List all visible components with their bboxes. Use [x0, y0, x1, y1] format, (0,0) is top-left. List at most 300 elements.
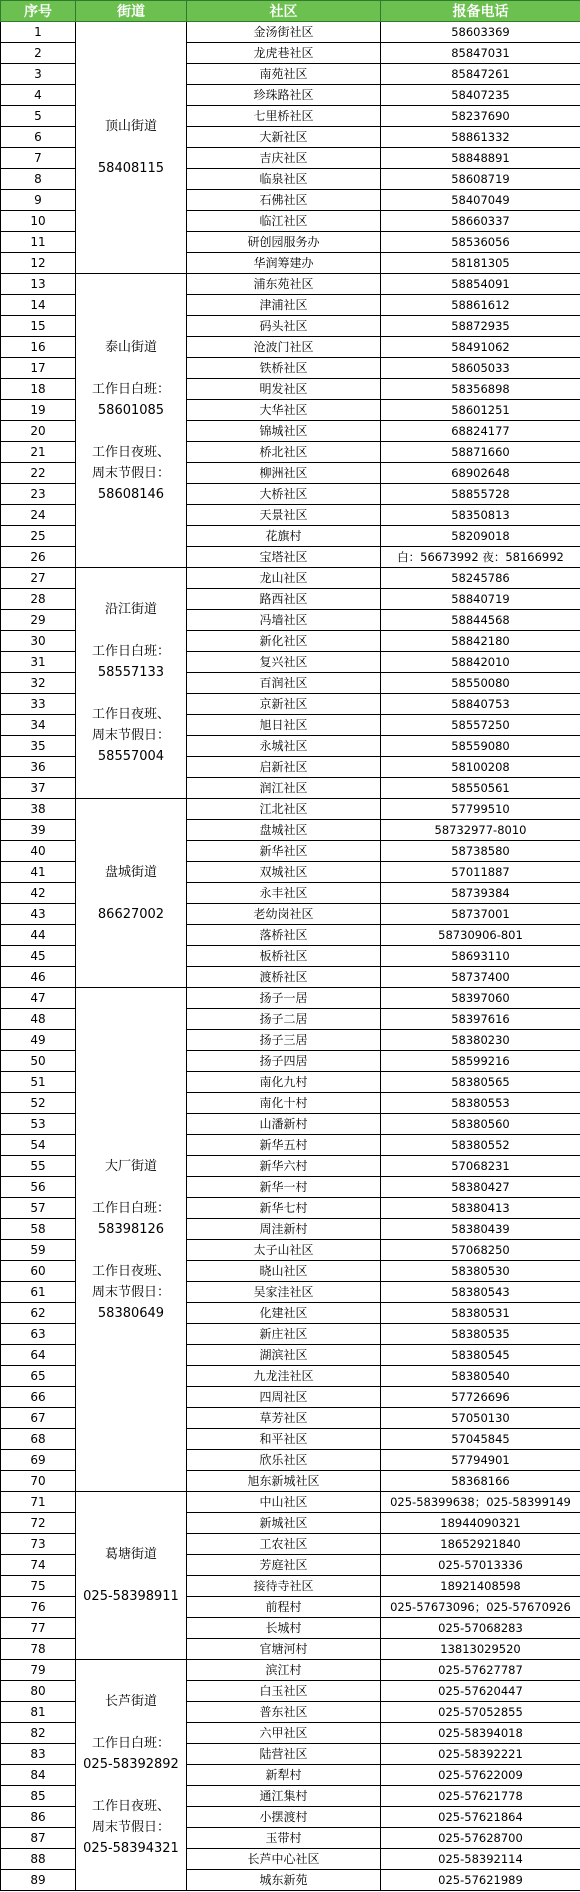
row-index: 29 [1, 610, 76, 631]
row-index: 55 [1, 1156, 76, 1177]
report-phone: 57045845 [381, 1429, 580, 1450]
report-phone: 58407235 [381, 85, 580, 106]
community-name: 山潘新村 [187, 1114, 381, 1135]
report-phone: 57068250 [381, 1240, 580, 1261]
community-name: 京新社区 [187, 694, 381, 715]
community-name: 化建社区 [187, 1303, 381, 1324]
row-index: 13 [1, 274, 76, 295]
community-name: 扬子二居 [187, 1009, 381, 1030]
report-phone: 85847031 [381, 43, 580, 64]
report-phone: 58181305 [381, 253, 580, 274]
row-index: 81 [1, 1702, 76, 1723]
community-name: 新庄社区 [187, 1324, 381, 1345]
report-phone: 57050130 [381, 1408, 580, 1429]
community-name: 老幼岗社区 [187, 904, 381, 925]
report-phone: 025-57621778 [381, 1786, 580, 1807]
community-name: 吉庆社区 [187, 148, 381, 169]
street-hotline-text: 工作日夜班、 [91, 707, 170, 722]
row-index: 35 [1, 736, 76, 757]
report-phone: 58380230 [381, 1030, 580, 1051]
community-name: 太子山社区 [187, 1240, 381, 1261]
row-index: 56 [1, 1177, 76, 1198]
table-row [1, 22, 580, 43]
report-phone: 58380565 [381, 1072, 580, 1093]
row-index: 80 [1, 1681, 76, 1702]
community-name: 白玉社区 [187, 1681, 381, 1702]
street-name: 长芦街道 [104, 1694, 157, 1709]
street-cell [76, 22, 187, 274]
report-phone: 58861612 [381, 295, 580, 316]
report-phone: 58350813 [381, 505, 580, 526]
community-name: 新城社区 [187, 1513, 381, 1534]
street-name: 顶山街道 [104, 119, 157, 134]
report-phone: 58397060 [381, 988, 580, 1009]
row-index: 17 [1, 358, 76, 379]
row-index: 49 [1, 1030, 76, 1051]
report-phone: 13813029520 [381, 1639, 580, 1660]
community-name: 陆营社区 [187, 1744, 381, 1765]
row-index: 70 [1, 1471, 76, 1492]
street-hotline-text: 工作日白班： [91, 644, 170, 659]
community-name: 永丰社区 [187, 883, 381, 904]
report-phone: 58380531 [381, 1303, 580, 1324]
report-phone: 58380439 [381, 1219, 580, 1240]
report-phone: 白：56673992 夜：58166992 [381, 547, 580, 568]
report-phone: 58605033 [381, 358, 580, 379]
report-phone: 58842180 [381, 631, 580, 652]
row-index: 33 [1, 694, 76, 715]
community-name: 锦城社区 [187, 421, 381, 442]
row-index: 30 [1, 631, 76, 652]
community-name: 扬子四居 [187, 1051, 381, 1072]
row-index: 16 [1, 337, 76, 358]
street-hotline-text: 工作日夜班、 [91, 444, 170, 460]
report-phone: 58536056 [381, 232, 580, 253]
community-name: 百润社区 [187, 673, 381, 694]
street-hotline-text: 86627002 [97, 906, 165, 922]
street-hotline-text: 周末节假日： [91, 728, 170, 743]
row-index: 3 [1, 64, 76, 85]
community-name: 通江集村 [187, 1786, 381, 1807]
row-index: 82 [1, 1723, 76, 1744]
row-index: 32 [1, 673, 76, 694]
row-index: 43 [1, 904, 76, 925]
table-row [1, 274, 580, 295]
row-index: 22 [1, 463, 76, 484]
report-phone: 58380545 [381, 1345, 580, 1366]
community-name: 中山社区 [187, 1492, 381, 1513]
report-phone: 58550080 [381, 673, 580, 694]
row-index: 58 [1, 1219, 76, 1240]
community-name: 铁桥社区 [187, 358, 381, 379]
street-hotline-text: 工作日白班： [91, 381, 170, 397]
community-name: 永城社区 [187, 736, 381, 757]
report-phone: 58380553 [381, 1093, 580, 1114]
row-index: 67 [1, 1408, 76, 1429]
community-name: 新犁村 [187, 1765, 381, 1786]
community-name: 花旗村 [187, 526, 381, 547]
community-name: 江北社区 [187, 799, 381, 820]
community-name: 复兴社区 [187, 652, 381, 673]
report-phone: 58491062 [381, 337, 580, 358]
community-name: 晓山社区 [187, 1261, 381, 1282]
report-phone: 025-58392114 [381, 1849, 580, 1870]
report-phone: 58380543 [381, 1282, 580, 1303]
community-name: 双城社区 [187, 862, 381, 883]
community-name: 珍珠路社区 [187, 85, 381, 106]
street-cell [76, 1660, 187, 1891]
community-name: 新华五村 [187, 1135, 381, 1156]
community-name: 明发社区 [187, 379, 381, 400]
header-street: 街道 [76, 1, 187, 22]
report-phone: 58693110 [381, 946, 580, 967]
row-index: 54 [1, 1135, 76, 1156]
row-index: 74 [1, 1555, 76, 1576]
community-name: 接待寺社区 [187, 1576, 381, 1597]
row-index: 39 [1, 820, 76, 841]
community-name: 旭日社区 [187, 715, 381, 736]
report-phone: 58603369 [381, 22, 580, 43]
row-index: 47 [1, 988, 76, 1009]
community-name: 四周社区 [187, 1387, 381, 1408]
street-cell [76, 1492, 187, 1660]
row-index: 65 [1, 1366, 76, 1387]
report-phone: 58844568 [381, 610, 580, 631]
community-name: 扬子三居 [187, 1030, 381, 1051]
report-phone: 58737400 [381, 967, 580, 988]
report-phone: 025-57620447 [381, 1681, 580, 1702]
community-name: 南苑社区 [187, 64, 381, 85]
street-hotline-text: 周末节假日： [91, 465, 170, 481]
report-phone: 58840719 [381, 589, 580, 610]
report-phone: 18921408598 [381, 1576, 580, 1597]
report-phone: 025-57052855 [381, 1702, 580, 1723]
row-index: 5 [1, 106, 76, 127]
report-phone: 58380535 [381, 1324, 580, 1345]
street-hotline-text: 58408115 [97, 161, 165, 176]
report-phone: 58380427 [381, 1177, 580, 1198]
report-phone: 58871660 [381, 442, 580, 463]
row-index: 85 [1, 1786, 76, 1807]
row-index: 53 [1, 1114, 76, 1135]
row-index: 7 [1, 148, 76, 169]
street-hotline-text: 025-58394321 [83, 1841, 179, 1856]
community-name: 码头社区 [187, 316, 381, 337]
community-name: 新华一村 [187, 1177, 381, 1198]
street-hotline-text: 58557133 [97, 665, 165, 680]
report-phone: 58599216 [381, 1051, 580, 1072]
row-index: 25 [1, 526, 76, 547]
report-phone: 58737001 [381, 904, 580, 925]
community-name: 南化九村 [187, 1072, 381, 1093]
street-name: 葛塘街道 [104, 1547, 157, 1562]
row-index: 38 [1, 799, 76, 820]
community-name: 南化十村 [187, 1093, 381, 1114]
report-phone: 58380540 [381, 1366, 580, 1387]
street-hotline-text: 58557004 [97, 749, 165, 764]
street-name: 大厂街道 [104, 1158, 157, 1174]
report-phone: 85847261 [381, 64, 580, 85]
street-name: 盘城街道 [104, 864, 157, 880]
row-index: 12 [1, 253, 76, 274]
community-name: 渡桥社区 [187, 967, 381, 988]
community-name: 新化社区 [187, 631, 381, 652]
header-community: 社区 [187, 1, 381, 22]
row-index: 24 [1, 505, 76, 526]
report-phone: 58356898 [381, 379, 580, 400]
community-name: 长芦中心社区 [187, 1849, 381, 1870]
street-cell [76, 568, 187, 799]
row-index: 2 [1, 43, 76, 64]
community-name: 长城村 [187, 1618, 381, 1639]
report-phone: 58380530 [381, 1261, 580, 1282]
row-index: 21 [1, 442, 76, 463]
community-name: 大华社区 [187, 400, 381, 421]
report-phone: 58407049 [381, 190, 580, 211]
community-name: 龙山社区 [187, 568, 381, 589]
row-index: 83 [1, 1744, 76, 1765]
row-index: 79 [1, 1660, 76, 1681]
community-name: 九龙洼社区 [187, 1366, 381, 1387]
community-name: 旭东新城社区 [187, 1471, 381, 1492]
row-index: 72 [1, 1513, 76, 1534]
row-index: 23 [1, 484, 76, 505]
community-name: 石佛社区 [187, 190, 381, 211]
street-hotline-text: 工作日白班： [91, 1736, 170, 1751]
row-index: 48 [1, 1009, 76, 1030]
report-phone: 025-57628700 [381, 1828, 580, 1849]
report-phone: 57799510 [381, 799, 580, 820]
table-row [1, 799, 580, 820]
report-phone: 68902648 [381, 463, 580, 484]
community-name: 路西社区 [187, 589, 381, 610]
community-name: 津浦社区 [187, 295, 381, 316]
row-index: 63 [1, 1324, 76, 1345]
community-name: 城东新苑 [187, 1870, 381, 1891]
street-cell [76, 274, 187, 568]
community-name: 普东社区 [187, 1702, 381, 1723]
row-index: 73 [1, 1534, 76, 1555]
row-index: 50 [1, 1051, 76, 1072]
report-phone: 58861332 [381, 127, 580, 148]
community-name: 六甲社区 [187, 1723, 381, 1744]
row-index: 57 [1, 1198, 76, 1219]
table-row [1, 988, 580, 1009]
report-phone: 18944090321 [381, 1513, 580, 1534]
row-index: 68 [1, 1429, 76, 1450]
street-hotline-text: 58380649 [97, 1305, 165, 1321]
report-phone: 025-58392221 [381, 1744, 580, 1765]
street-hotline-text: 工作日白班： [91, 1200, 170, 1216]
row-index: 26 [1, 547, 76, 568]
community-name: 和平社区 [187, 1429, 381, 1450]
row-index: 28 [1, 589, 76, 610]
row-index: 4 [1, 85, 76, 106]
row-index: 40 [1, 841, 76, 862]
community-name: 周洼新村 [187, 1219, 381, 1240]
community-name: 工农社区 [187, 1534, 381, 1555]
report-phone: 58730906-801 [381, 925, 580, 946]
report-phone: 58855728 [381, 484, 580, 505]
row-index: 18 [1, 379, 76, 400]
row-index: 44 [1, 925, 76, 946]
report-phone: 57726696 [381, 1387, 580, 1408]
row-index: 37 [1, 778, 76, 799]
community-name: 扬子一居 [187, 988, 381, 1009]
row-index: 61 [1, 1282, 76, 1303]
row-index: 34 [1, 715, 76, 736]
report-phone: 58559080 [381, 736, 580, 757]
community-name: 草芳社区 [187, 1408, 381, 1429]
row-index: 76 [1, 1597, 76, 1618]
community-name: 浦东苑社区 [187, 274, 381, 295]
row-index: 10 [1, 211, 76, 232]
row-index: 19 [1, 400, 76, 421]
street-name: 沿江街道 [104, 602, 157, 617]
street-cell [76, 799, 187, 988]
report-phone: 58738580 [381, 841, 580, 862]
community-name: 天景社区 [187, 505, 381, 526]
row-index: 8 [1, 169, 76, 190]
community-name: 前程村 [187, 1597, 381, 1618]
report-phone: 58601251 [381, 400, 580, 421]
report-phone: 57068231 [381, 1156, 580, 1177]
table-header [1, 1, 580, 22]
table-row [1, 1492, 580, 1513]
report-phone: 58368166 [381, 1471, 580, 1492]
report-phone: 58397616 [381, 1009, 580, 1030]
report-phone: 58380560 [381, 1114, 580, 1135]
report-phone: 025-57622009 [381, 1765, 580, 1786]
community-name: 研创园服务办 [187, 232, 381, 253]
community-name: 新华六村 [187, 1156, 381, 1177]
community-name: 芳庭社区 [187, 1555, 381, 1576]
community-name: 龙虎巷社区 [187, 43, 381, 64]
report-phone: 58739384 [381, 883, 580, 904]
header-index: 序号 [1, 1, 76, 22]
report-phone: 025-57013336 [381, 1555, 580, 1576]
community-name: 冯墙社区 [187, 610, 381, 631]
row-index: 46 [1, 967, 76, 988]
row-index: 51 [1, 1072, 76, 1093]
community-name: 盘城社区 [187, 820, 381, 841]
table-row [1, 1660, 580, 1681]
row-index: 87 [1, 1828, 76, 1849]
street-hotline-text: 58608146 [97, 486, 165, 502]
table-row [1, 568, 580, 589]
community-name: 吴家洼社区 [187, 1282, 381, 1303]
row-index: 64 [1, 1345, 76, 1366]
report-phone: 58854091 [381, 274, 580, 295]
row-index: 75 [1, 1576, 76, 1597]
row-index: 45 [1, 946, 76, 967]
community-name: 桥北社区 [187, 442, 381, 463]
community-name: 柳洲社区 [187, 463, 381, 484]
row-index: 78 [1, 1639, 76, 1660]
report-phone: 025-57673096；025-57670926 [381, 1597, 580, 1618]
community-name: 临泉社区 [187, 169, 381, 190]
report-phone: 68824177 [381, 421, 580, 442]
community-name: 新华七村 [187, 1198, 381, 1219]
community-name: 欣乐社区 [187, 1450, 381, 1471]
report-phone: 025-57621864 [381, 1807, 580, 1828]
community-name: 沧波门社区 [187, 337, 381, 358]
community-name: 大桥社区 [187, 484, 381, 505]
row-index: 36 [1, 757, 76, 778]
row-index: 66 [1, 1387, 76, 1408]
street-hotline-text: 工作日夜班、 [91, 1263, 170, 1279]
row-index: 62 [1, 1303, 76, 1324]
report-phone: 58245786 [381, 568, 580, 589]
header-row [1, 1, 580, 22]
report-phone: 57011887 [381, 862, 580, 883]
row-index: 89 [1, 1870, 76, 1891]
street-hotline-text: 58398126 [97, 1221, 165, 1237]
row-index: 41 [1, 862, 76, 883]
row-index: 52 [1, 1093, 76, 1114]
community-name: 小摆渡村 [187, 1807, 381, 1828]
row-index: 71 [1, 1492, 76, 1513]
street-cell [76, 988, 187, 1492]
row-index: 84 [1, 1765, 76, 1786]
community-name: 润江社区 [187, 778, 381, 799]
header-phone: 报备电话 [381, 1, 580, 22]
community-name: 大新社区 [187, 127, 381, 148]
report-phone: 58732977-8010 [381, 820, 580, 841]
report-phone: 58237690 [381, 106, 580, 127]
row-index: 6 [1, 127, 76, 148]
report-phone: 58100208 [381, 757, 580, 778]
row-index: 14 [1, 295, 76, 316]
row-index: 20 [1, 421, 76, 442]
row-index: 9 [1, 190, 76, 211]
street-hotline-text: 025-58392892 [83, 1757, 179, 1772]
report-phone: 58840753 [381, 694, 580, 715]
row-index: 42 [1, 883, 76, 904]
report-phone: 58380413 [381, 1198, 580, 1219]
row-index: 60 [1, 1261, 76, 1282]
row-index: 27 [1, 568, 76, 589]
report-phone: 025-57621989 [381, 1870, 580, 1891]
row-index: 77 [1, 1618, 76, 1639]
community-name: 官塘河村 [187, 1639, 381, 1660]
report-phone: 58660337 [381, 211, 580, 232]
row-index: 31 [1, 652, 76, 673]
report-phone: 57794901 [381, 1450, 580, 1471]
report-phone: 58209018 [381, 526, 580, 547]
row-index: 11 [1, 232, 76, 253]
report-phone: 025-58394018 [381, 1723, 580, 1744]
row-index: 88 [1, 1849, 76, 1870]
row-index: 15 [1, 316, 76, 337]
report-phone: 58557250 [381, 715, 580, 736]
report-phone: 58608719 [381, 169, 580, 190]
street-hotline-text: 工作日夜班、 [91, 1799, 170, 1814]
community-name: 新华社区 [187, 841, 381, 862]
community-name: 启新社区 [187, 757, 381, 778]
community-name: 宝塔社区 [187, 547, 381, 568]
report-phone: 025-58399638；025-58399149 [381, 1492, 580, 1513]
street-hotline-text: 周末节假日： [91, 1284, 170, 1300]
report-phone: 18652921840 [381, 1534, 580, 1555]
row-index: 69 [1, 1450, 76, 1471]
community-name: 金汤街社区 [187, 22, 381, 43]
row-index: 59 [1, 1240, 76, 1261]
street-hotline-text: 025-58398911 [83, 1589, 179, 1604]
table-body [1, 22, 580, 1891]
street-name: 泰山街道 [104, 339, 157, 355]
community-name: 湖滨社区 [187, 1345, 381, 1366]
